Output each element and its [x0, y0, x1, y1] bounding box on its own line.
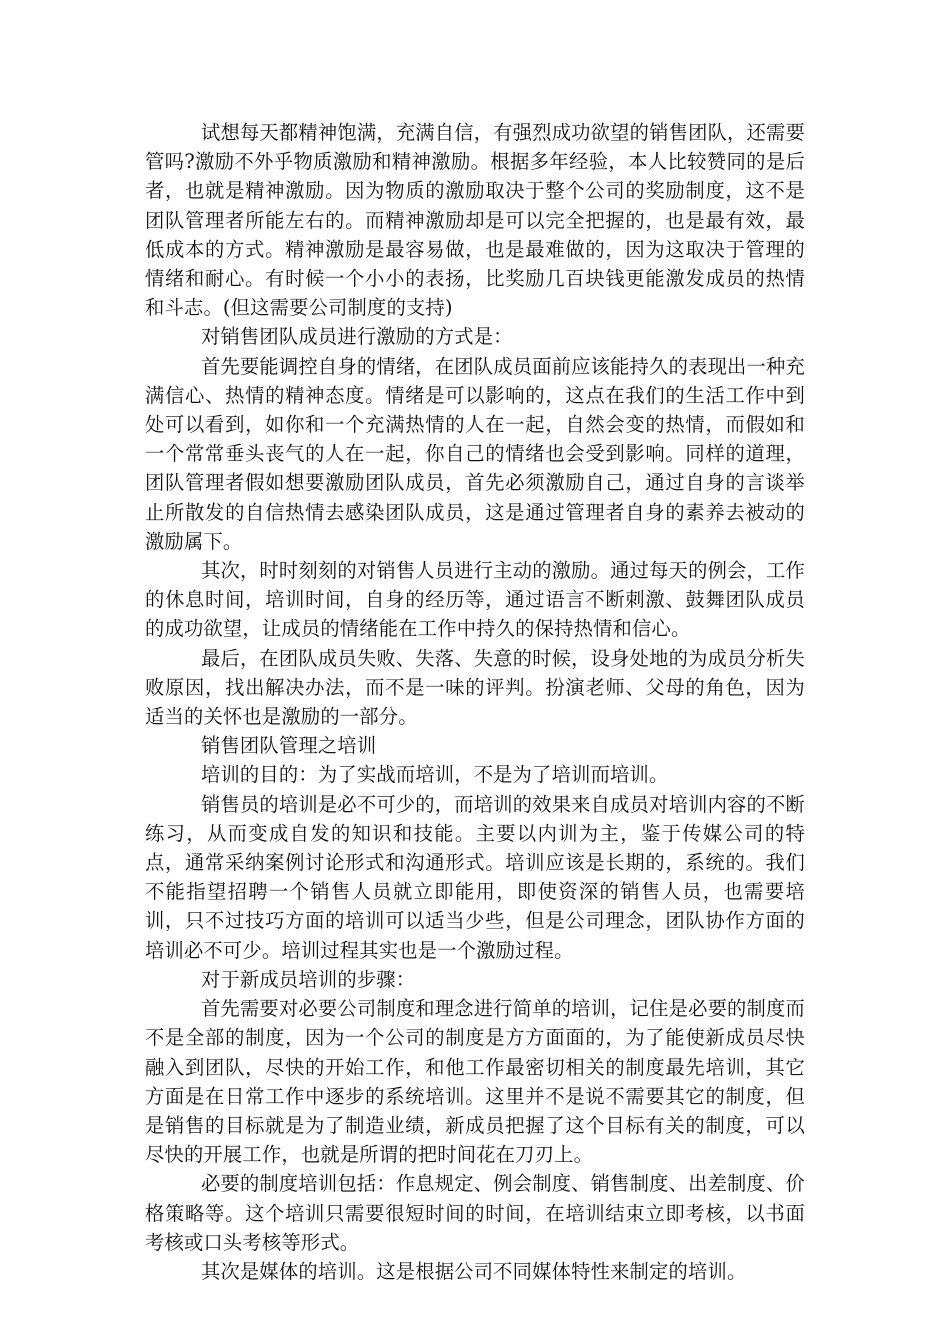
- paragraph-training-overview: 销售员的培训是必不可少的，而培训的效果来自成员对培训内容的不断练习，从而变成自发的知识和技能。主要以内训为主，鉴于传媒公司的特点，通常采纳案例讨论形式和沟通形式。培训应该是长期的，系统的。我们不能指望招聘一个销售人员就立即能用，即使资深的销售人员，也需要培训，只不过技巧方面的培训可以适当少些，但是公司理念，团队协作方面的培训必不可少。培训过程其实也是一个激励过程。: [145, 792, 805, 962]
- document-body: [145, 118, 805, 1286]
- paragraph-motivation-methods-heading: 对销售团队成员进行激励的方式是：: [200, 325, 513, 349]
- paragraph-policy-training: 首先需要对必要公司制度和理念进行简单的培训，记住是必要的制度而不是全部的制度，因为一个公司的制度是方方面面的，为了能使新成员尽快融入到团队，尽快的开始工作，和他工作最密切相关的制度最先培训，其它方面是在日常工作中逐步的系统培训。这里并不是说不需要其它的制度，但是销售的目标就是为了制造业绩，新成员把握了这个目标有关的制度，可以尽快的开展工作，也就是所谓的把时间花在刀刃上。: [145, 997, 805, 1167]
- paragraph-media-training: 其次是媒体的培训。这是根据公司不同媒体特性来制定的培训。: [200, 1259, 747, 1283]
- paragraph-failure-support: 最后，在团队成员失败、失落、失意的时候，设身处地的为成员分析失败原因，找出解决办法，而不是一味的评判。扮演老师、父母的角色，因为适当的关怀也是激励的一部分。: [145, 646, 805, 729]
- paragraph-training-purpose: 培训的目的：为了实战而培训，不是为了培训而培训。: [200, 763, 669, 787]
- paragraph-self-emotion: 首先要能调控自身的情绪，在团队成员面前应该能持久的表现出一种充满信心、热情的精神态度。情绪是可以影响的，这点在我们的生活工作中到处可以看到，如你和一个充满热情的人在一起，自然会变的热情，而假如和一个常常垂头丧气的人在一起，你自己的情绪也会受到影响。同样的道理，团队管理者假如想要激励团队成员，首先必须激励自己，通过自身的言谈举止所散发的自信热情去感染团队成员，这是通过管理者自身的素养去被动的激励属下。: [145, 354, 805, 553]
- paragraph-motivation-intro: 试想每天都精神饱满，充满自信，有强烈成功欲望的销售团队，还需要管吗?激励不外乎物质激励和精神激励。根据多年经验，本人比较赞同的是后者，也就是精神激励。因为物质的激励取决于整个公司的奖励制度，这不是团队管理者所能左右的。而精神激励却是可以完全把握的，也是最有效，最低成本的方式。精神激励是最容易做，也是最难做的，因为这取决于管理的情绪和耐心。有时候一个小小的表扬，比奖励几百块钱更能激发成员的热情和斗志。(但这需要公司制度的支持): [145, 121, 805, 320]
- paragraph-training-heading: 销售团队管理之培训: [200, 734, 377, 758]
- paragraph-active-motivation: 其次，时时刻刻的对销售人员进行主动的激励。通过每天的例会，工作的休息时间，培训时间，自身的经历等，通过语言不断刺激、鼓舞团队成员的成功欲望，让成员的情绪能在工作中持久的保持热情和信心。: [145, 559, 805, 641]
- paragraph-required-policies: 必要的制度培训包括：作息规定、例会制度、销售制度、出差制度、价格策略等。这个培训只需要很短时间的时间，在培训结束立即考核，以书面考核或口头考核等形式。: [145, 1172, 805, 1254]
- paragraph-new-member-steps-heading: 对于新成员培训的步骤：: [200, 967, 416, 991]
